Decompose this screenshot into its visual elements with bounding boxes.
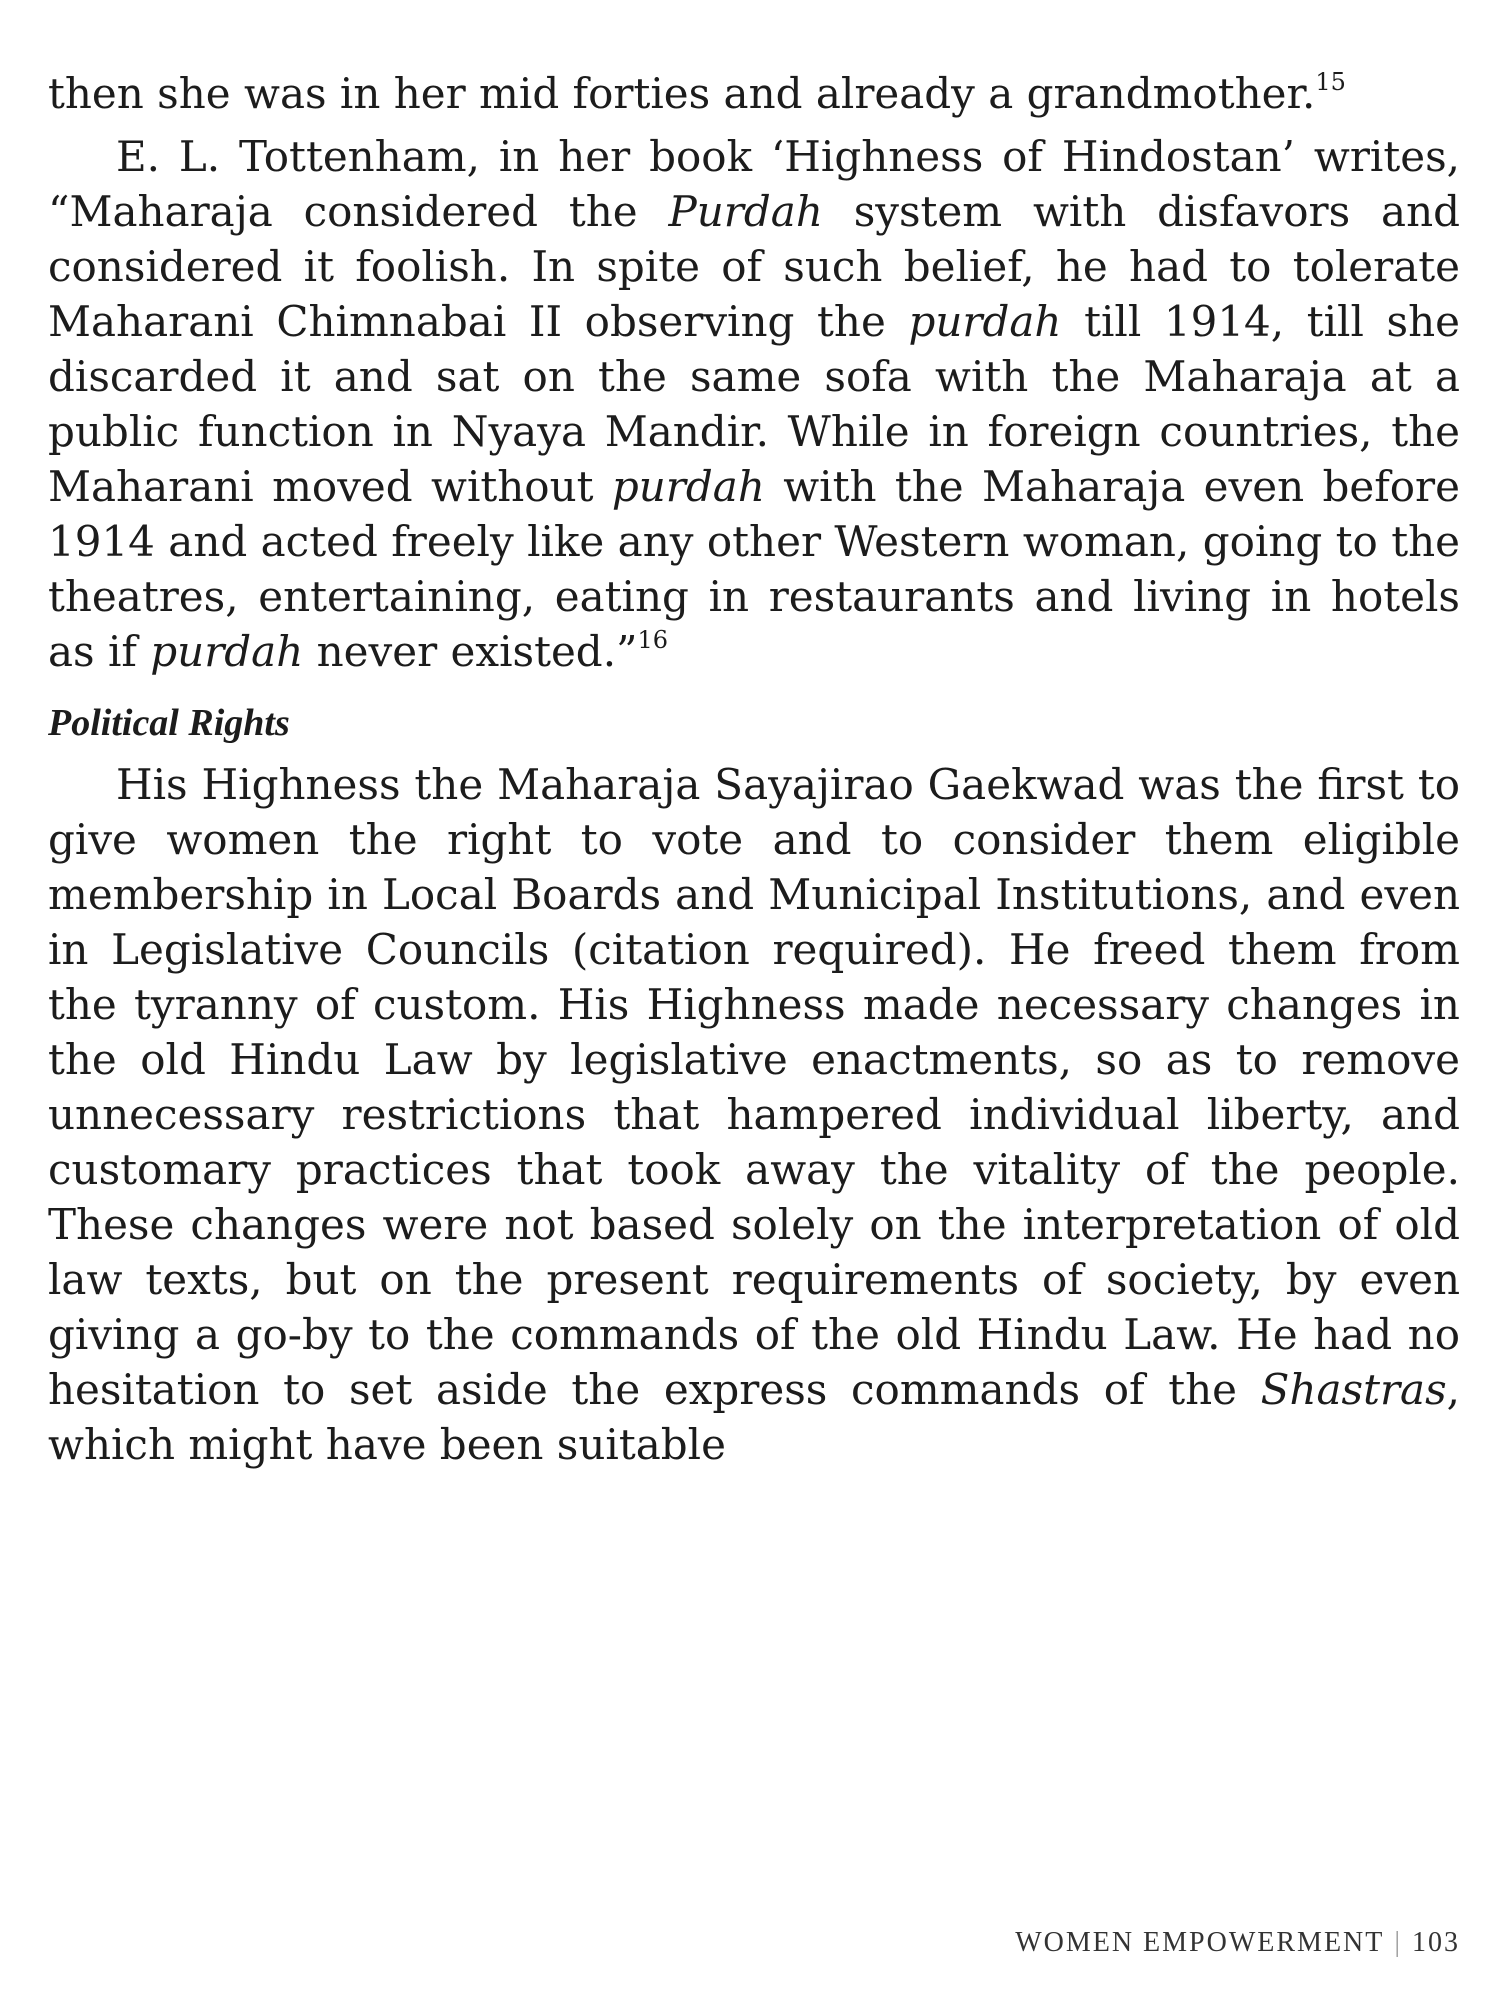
text-segment: with the Maharaja even before 1914 and acted freely like any other Western woman, going to the theatres, entertaining, eating in restaurants and living in hotels as if xyxy=(48,462,1460,676)
footnote-ref-16: 16 xyxy=(637,626,669,654)
page-footer xyxy=(1015,1927,1460,1959)
footnote-ref-15: 15 xyxy=(1315,68,1346,96)
paragraph-tottenham-quote xyxy=(48,129,1460,679)
text-segment: , which might have been suitable xyxy=(48,1365,1460,1469)
italic-term: purdah xyxy=(908,297,1062,346)
footer-separator: | xyxy=(1394,1927,1402,1958)
paragraph-political-rights xyxy=(48,757,1460,1472)
text-segment: till 1914, till she discarded it and sat on the same sofa with the Maharaja at a public function in Nyaya Mandir. While in foreign countries, the Maharani moved without xyxy=(48,297,1460,511)
page-body xyxy=(48,66,1460,1472)
italic-term: purdah xyxy=(611,462,765,511)
text-segment: His Highness the Maharaja Sayajirao Gaekwad was the first to give women the right to vote and to consider them eligible membership in Local Boards and Municipal Institutions, and even in Legislative Councils (citation required). He freed them from the tyranny of custom. His Highness made necessary changes in the old Hindu Law by legislative enactments, so as to remove unnecessary restrictions that hampered individual liberty, and customary practices that took away the vitality of the people. These changes were not based solely on the interpretation of old law texts, but on the present requirements of society, by even giving a go-by to the commands of the old Hindu Law. He had no hesitation to set aside the express commands of the xyxy=(48,760,1460,1414)
running-title: WOMEN EMPOWERMENT xyxy=(1015,1927,1385,1958)
paragraph-text: then she was in her mid forties and already a grandmother. xyxy=(48,69,1316,118)
text-segment: system with disfavors and considered it foolish. In spite of such belief, he had to tolerate Maharani Chimnabai II observing the xyxy=(48,187,1461,346)
paragraph-continuation xyxy=(48,66,1460,121)
text-segment: never existed.” xyxy=(303,627,638,676)
section-heading: Political Rights xyxy=(48,702,290,744)
italic-term: purdah xyxy=(150,627,304,676)
text-segment: E. L. Tottenham, in her book ‘Highness of Hindostan’ writes, “Maharaja considered the xyxy=(48,132,1460,236)
italic-term: Purdah xyxy=(668,187,823,236)
italic-term: Shastras xyxy=(1260,1365,1447,1414)
page-number: 103 xyxy=(1412,1927,1460,1958)
